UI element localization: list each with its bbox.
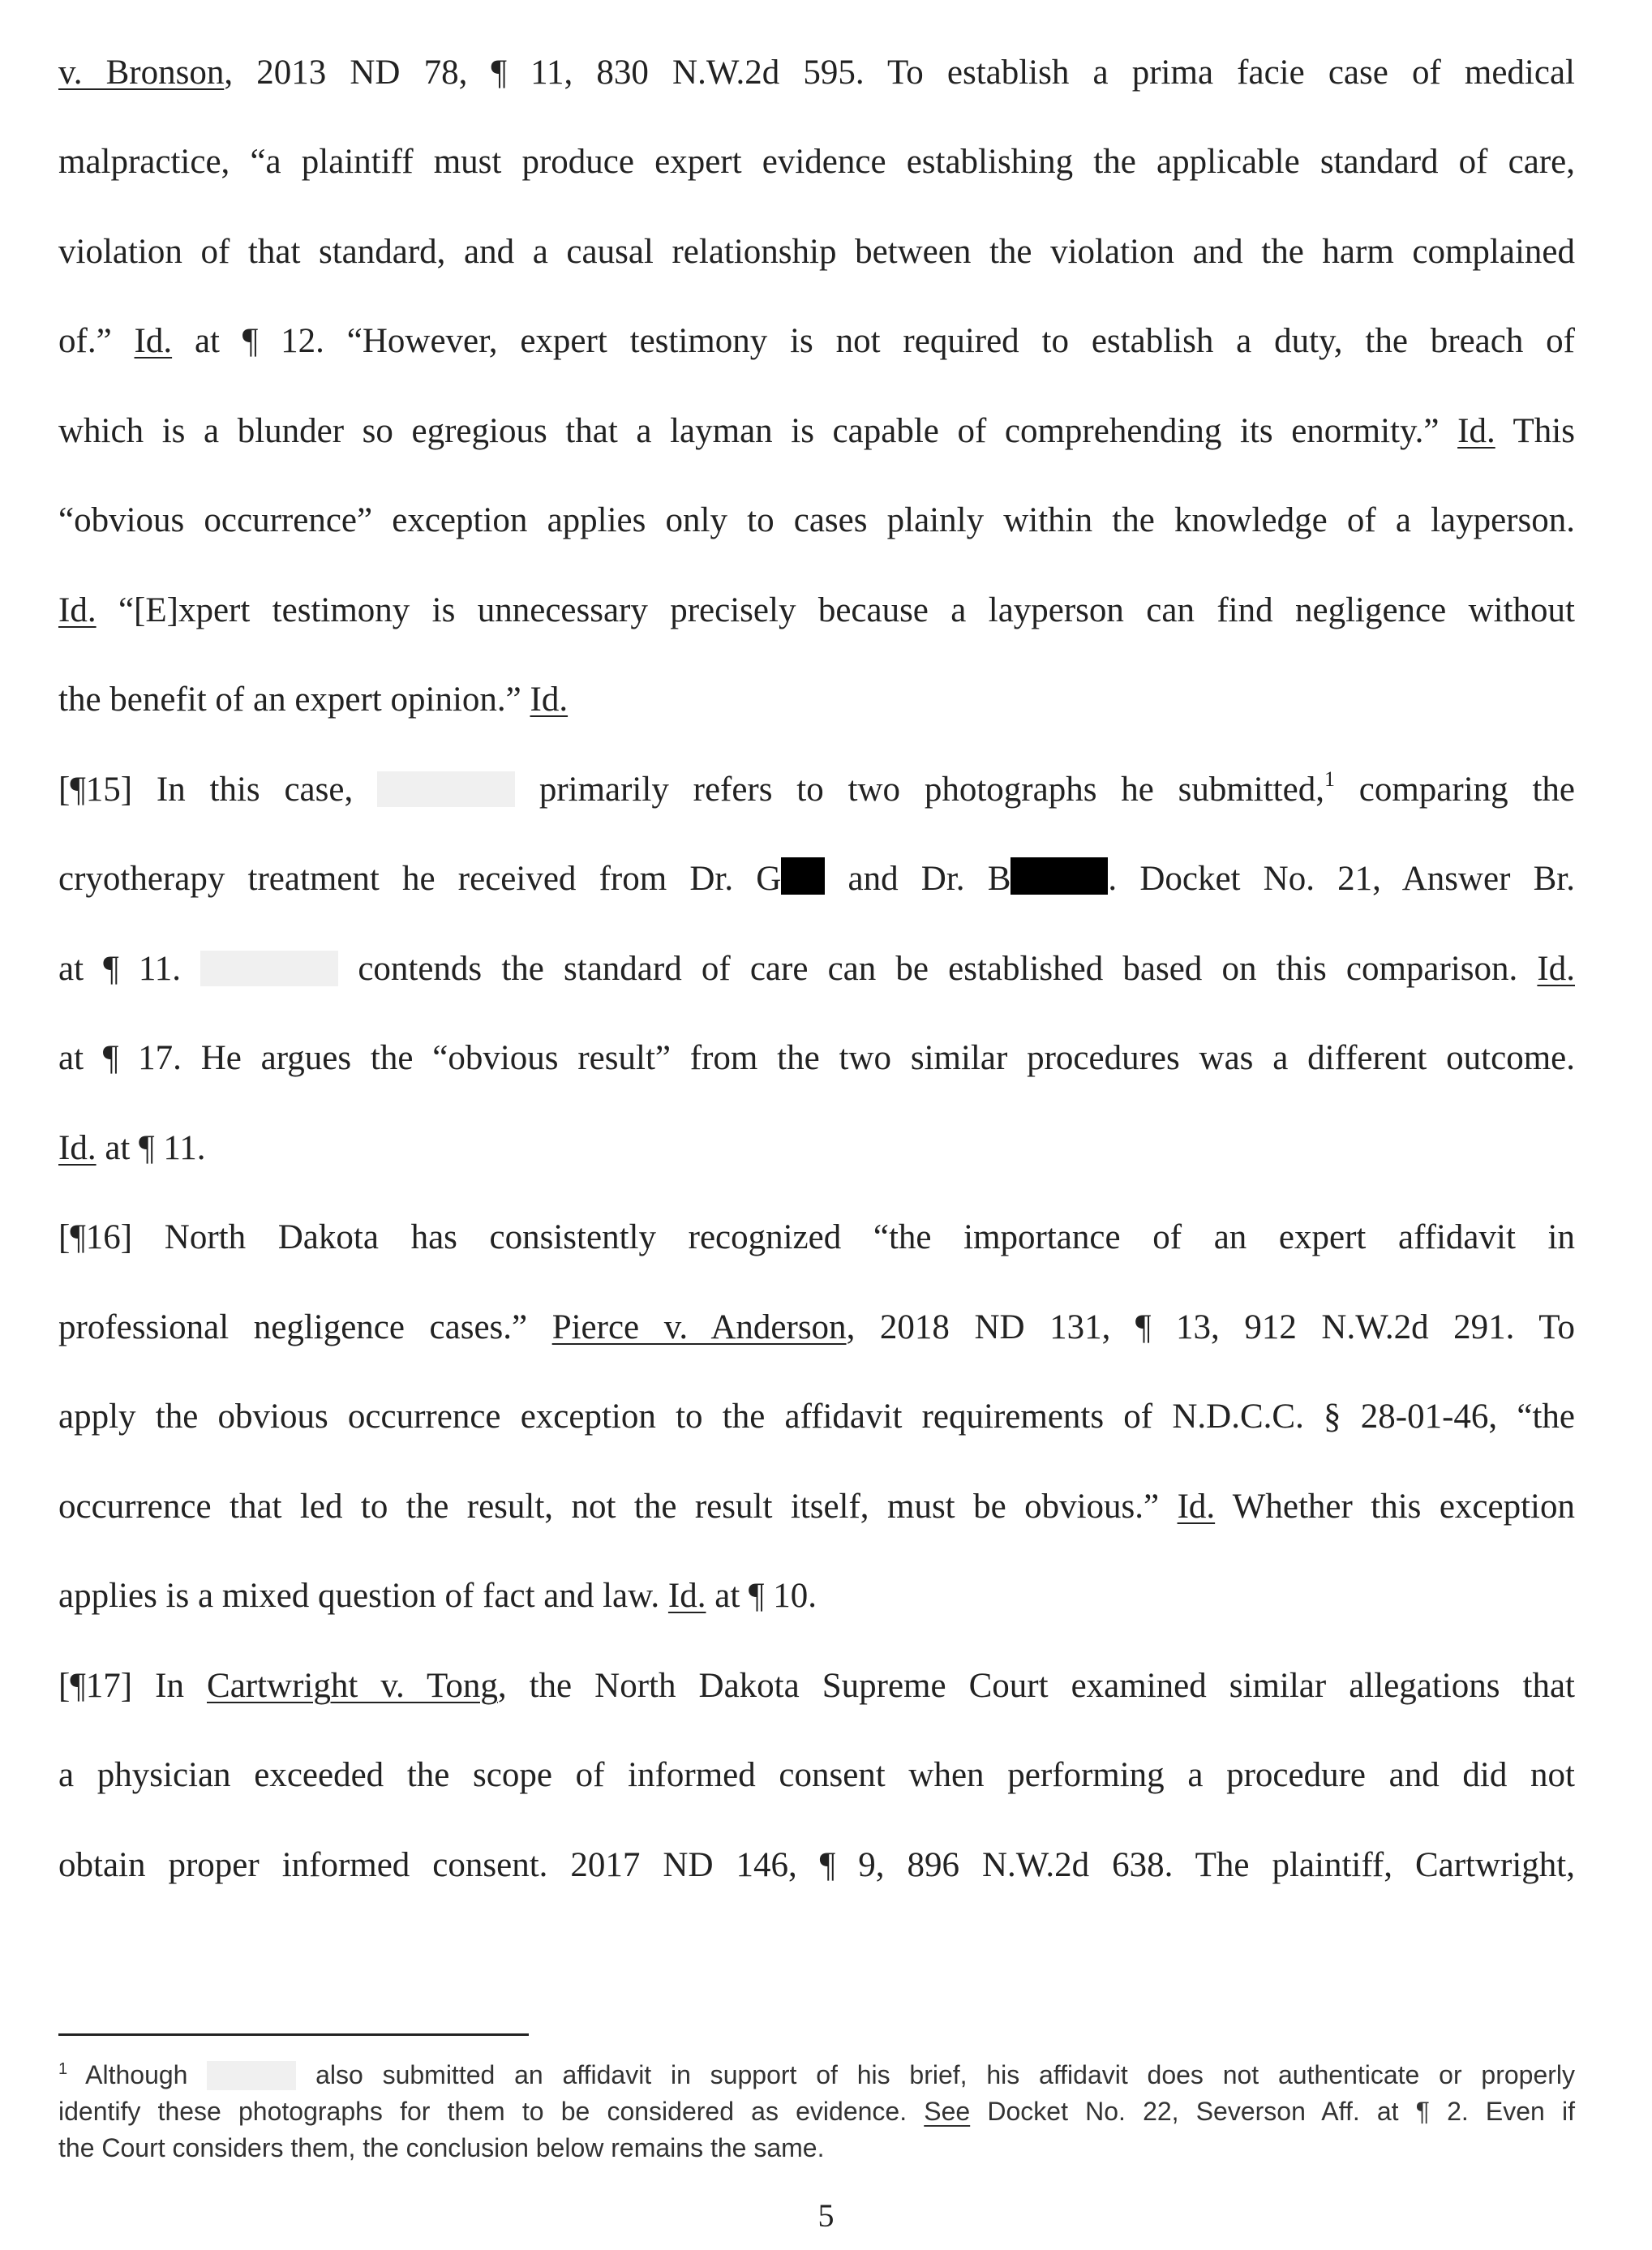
redaction-bar — [781, 857, 825, 895]
case-citation-bronson: v. Bronson — [58, 54, 225, 92]
body-line-19: [¶17] In Cartwright v. Tong, the North Dakota Supreme Court examined similar allegations that — [58, 1667, 1576, 1705]
footnote-line-2: identify these photographs for them to be considered as evidence. See Docket No. 22, Severson Aff. at ¶ 2. Even if — [58, 2097, 1576, 2126]
body-line-20: a physician exceeded the scope of informed consent when performing a procedure and did not — [58, 1756, 1575, 1794]
body-line-12: at ¶ 17. He argues the “obvious result” from the two similar procedures was a different outcome. — [58, 1039, 1575, 1077]
body-line-6: “obvious occurrence” exception applies only to cases plainly within the knowledge of a layperson. — [58, 501, 1575, 539]
redaction-bar — [1011, 857, 1108, 895]
footnote-line-3: the Court considers them, the conclusion below remains the same. — [58, 2133, 825, 2162]
footnote-line-1: $^1$ Although also submitted an affidavit in support of his brief, his affidavit does not authenticate or properly — [58, 2060, 1576, 2089]
footnote-separator — [58, 2033, 529, 2036]
body-line-15: professional negligence cases.” Pierce v. Anderson, 2018 ND 131, ¶ 13, 912 N.W.2d 291. To — [58, 1308, 1575, 1346]
redacted-name — [207, 2061, 296, 2090]
id-citation: Id. — [530, 681, 569, 719]
redacted-name — [200, 951, 338, 986]
body-line-3: violation of that standard, and a causal relationship between the violation and the harm complained — [58, 233, 1575, 271]
footnote-number: 1 — [58, 2060, 68, 2078]
body-line-17: occurrence that led to the result, not the result itself, must be obvious.” Id. Whether this exception — [58, 1488, 1575, 1526]
case-citation-pierce: Pierce v. Anderson — [551, 1308, 847, 1346]
see-signal: See — [924, 2097, 971, 2126]
id-citation: Id. — [667, 1577, 706, 1615]
id-citation: Id. — [1537, 950, 1575, 988]
id-citation: Id. — [58, 591, 97, 629]
body-line-2: malpractice, “a plaintiff must produce expert evidence establishing the applicable standard of care, — [58, 143, 1575, 181]
body-line-21: obtain proper informed consent. 2017 ND 146, ¶ 9, 896 N.W.2d 638. The plaintiff, Cartwright, — [58, 1846, 1575, 1884]
body-line-16: apply the obvious occurrence exception to the affidavit requirements of N.D.C.C. § 28-01-46, “the — [58, 1398, 1575, 1436]
body-line-14: [¶16] North Dakota has consistently recognized “the importance of an expert affidavit in — [58, 1218, 1575, 1256]
body-line-7: Id. “[E]xpert testimony is unnecessary precisely because a layperson can find negligence without — [58, 591, 1575, 629]
redacted-name — [377, 771, 515, 807]
body-line-13: Id. at ¶ 11. — [58, 1129, 206, 1167]
body-line-8: the benefit of an expert opinion.” Id. — [58, 681, 569, 719]
id-citation: Id. — [58, 1129, 97, 1167]
page-number: 5 — [817, 2197, 835, 2234]
body-line-9: [¶15] In this case, primarily refers to two photographs he submitted,$^1$ comparing the — [58, 767, 1575, 809]
id-citation: Id. — [1177, 1488, 1216, 1526]
footnote-marker: 1 — [1324, 767, 1335, 791]
body-line-5: which is a blunder so egregious that a layman is capable of comprehending its enormity.” Id. This — [58, 412, 1575, 450]
body-line-10: cryotherapy treatment he received from Dr. G and Dr. B . Docket No. 21, Answer Br. — [58, 857, 1575, 902]
body-line-18: applies is a mixed question of fact and law. Id. at ¶ 10. — [58, 1577, 817, 1615]
body-line-11: at ¶ 11. contends the standard of care can be established based on this comparison. Id. — [58, 950, 1575, 988]
id-citation: Id. — [1457, 412, 1495, 450]
id-citation: Id. — [134, 322, 173, 360]
case-citation-cartwright: Cartwright v. Tong — [207, 1667, 498, 1705]
body-line-1: v. Bronson, 2013 ND 78, ¶ 11, 830 N.W.2d 595. To establish a prima facie case of medical — [58, 54, 1575, 92]
body-line-4: of.” Id. at ¶ 12. “However, expert testimony is not required to establish a duty, the breach of — [58, 322, 1576, 360]
